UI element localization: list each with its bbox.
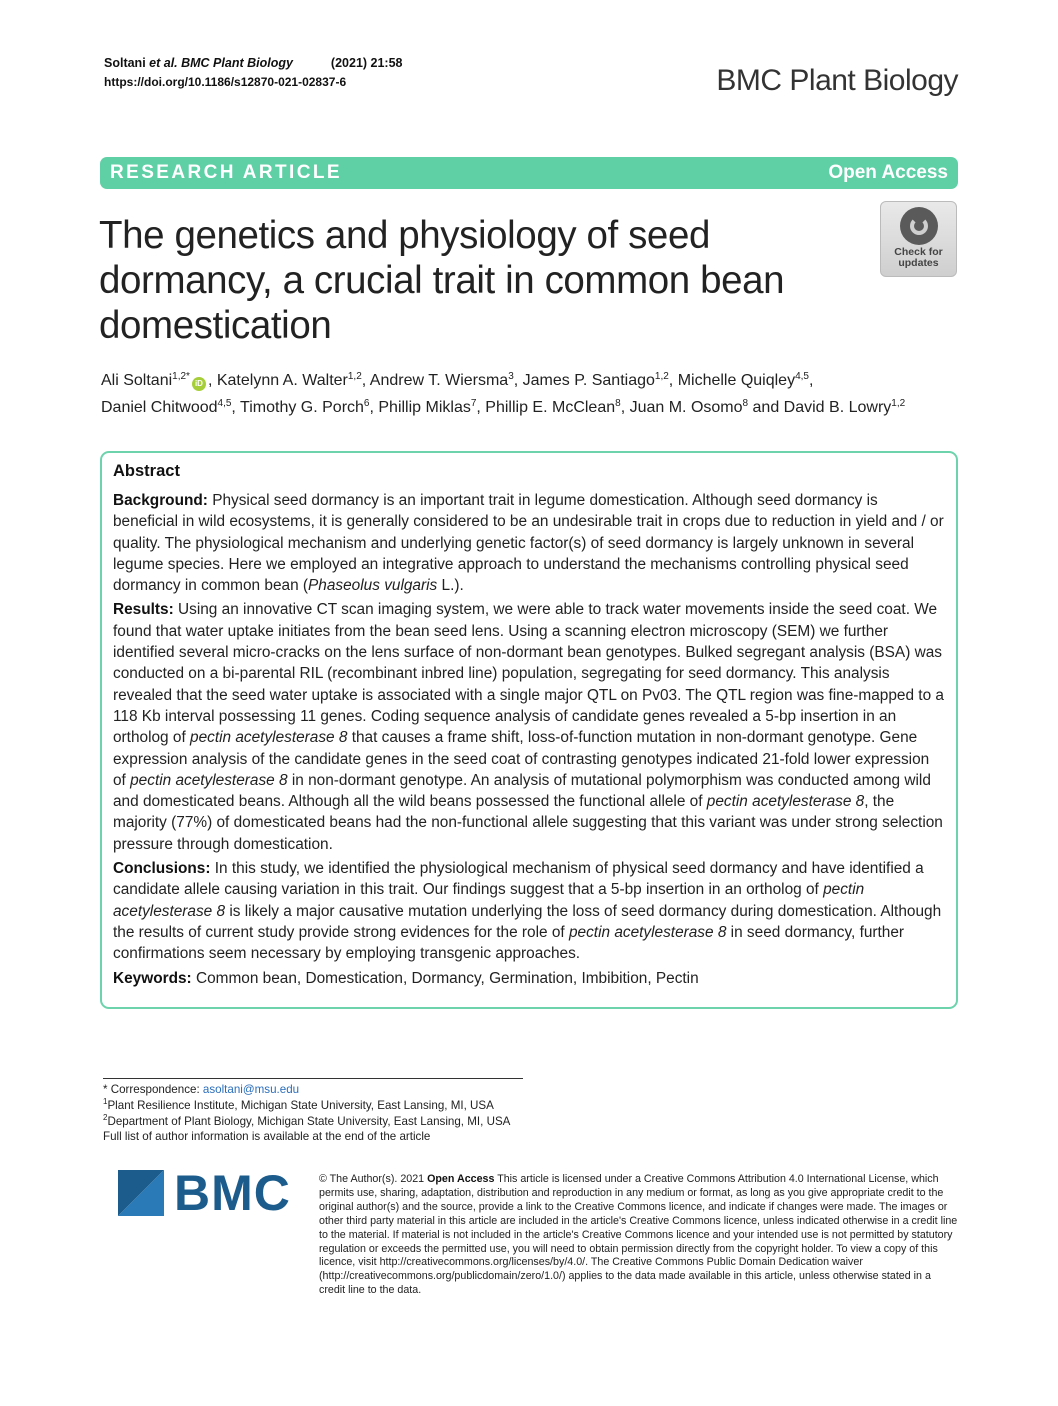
article-type-label: RESEARCH ARTICLE xyxy=(110,162,342,183)
author-affiliation-marker: 8 xyxy=(742,398,749,409)
journal-citation xyxy=(104,54,403,73)
abstract-heading: Abstract xyxy=(113,462,180,480)
author-list xyxy=(101,367,961,421)
author-name[interactable]: Michelle Quiqley xyxy=(677,372,796,389)
paper-title: The genetics and physiology of seed dormancy, a crucial trait in common bean domestication xyxy=(99,214,785,347)
author-separator: , xyxy=(808,372,814,389)
gene-name: pectin acetylesterase 8 xyxy=(568,923,727,941)
check-for-updates-button[interactable] xyxy=(880,201,957,277)
author-name[interactable]: Katelynn A. Walter xyxy=(216,372,348,389)
author-affiliation-marker: 1,2 xyxy=(347,371,362,382)
crossmark-icon xyxy=(900,207,938,245)
keywords-label: Keywords: xyxy=(113,969,192,987)
crossmark-label: Check for updates xyxy=(894,246,943,269)
results-label: Results: xyxy=(113,601,174,619)
bmc-logo-mark-icon xyxy=(118,1170,164,1216)
affiliation-2: $^2$Department of Plant Biology, Michigan State University, East Lansing, MI, USA xyxy=(103,1112,511,1128)
gene-name: pectin acetylesterase 8 xyxy=(706,793,865,811)
citation-authors: Soltani xyxy=(104,56,150,70)
citation-year-volume: (2021) 21:58 xyxy=(330,56,403,70)
author-name[interactable]: Juan M. Osomo xyxy=(629,399,743,416)
author-separator: and xyxy=(748,399,784,416)
author-separator: , xyxy=(369,399,379,416)
author-separator: , xyxy=(476,399,486,416)
author-info-note: Full list of author information is available at the end of the article xyxy=(103,1130,431,1144)
species-name: Phaseolus vulgaris xyxy=(308,577,438,595)
gene-name: pectin acetylesterase 8 xyxy=(190,729,348,747)
affiliation-1: $^1$Plant Resilience Institute, Michigan State University, East Lansing, MI, USA xyxy=(103,1096,494,1112)
author-separator: , xyxy=(231,399,241,416)
correspondence-email[interactable]: asoltani@msu.edu xyxy=(202,1083,300,1096)
gene-name: pectin acetylesterase 8 xyxy=(130,771,288,789)
author-name[interactable]: Phillip E. McClean xyxy=(485,399,616,416)
author-affiliation-marker: 1,2* xyxy=(172,371,190,382)
bmc-logo xyxy=(118,1165,291,1221)
author-name[interactable]: Phillip Miklas xyxy=(378,399,471,416)
background-label: Background: xyxy=(113,492,208,509)
author-affiliation-marker: 7 xyxy=(470,398,477,409)
author-separator: , xyxy=(668,372,678,389)
gene-name: pectin acetylesterase 8 xyxy=(113,881,865,920)
article-type-bar xyxy=(100,157,958,189)
author-affiliation-marker: 1,2 xyxy=(654,371,669,382)
author-separator: , xyxy=(207,372,217,389)
author-name[interactable]: Daniel Chitwood xyxy=(101,399,218,416)
open-access-label: Open Access xyxy=(828,162,948,183)
citation-journal: et al. BMC Plant Biology xyxy=(149,56,293,70)
conclusions-label: Conclusions: xyxy=(113,860,211,878)
doi-link[interactable]: https://doi.org/10.1186/s12870-021-02837-6 xyxy=(104,75,347,89)
author-name[interactable]: James P. Santiago xyxy=(522,372,655,389)
running-head xyxy=(104,54,403,92)
abstract-results: Results: Using an innovative CT scan imaging system, we were able to track water movements inside the seed coat. We found that water uptake initiates from the bean seed lens. Using a scanning electron microscopy (SEM) we further identified several micro-cracks on the lens surface of non-dormant bean genotypes. Bulked segregant analysis (BSA) was conducted on a bi-parental RIL (recombinant inbred line) population, segregating for seed dormancy. This analysis revealed that the seed water uptake is associated with a single major QTL on Pv03. The QTL region was fine-mapped to a 118 Kb interval possessing 11 genes. Coding sequence analysis of candidate genes revealed a 5-bp insertion in an ortholog of pectin acetylesterase 8 that causes a frame shift, loss-of-function mutation in non-dormant genotype. Gene expression analysis of the candidate genes in the seed coat of contrasting genotypes indicated 21-fold lower expression of pectin acetylesterase 8 in non-dormant genotype. An analysis of mutational polymorphism was conducted among wild and domesticated beans. Although all the wild beans possessed the functional allele of pectin acetylesterase 8, the majority (77%) of domesticated beans had the non-functional allele suggesting that this variant was under strong selection pressure through domestication. xyxy=(113,601,944,853)
footnotes xyxy=(103,1078,523,1145)
author-affiliation-marker: 3 xyxy=(508,371,514,382)
orcid-icon[interactable]: iD xyxy=(192,377,206,391)
author-name[interactable]: Andrew T. Wiersma xyxy=(369,372,509,389)
author-affiliation-marker: 4,5 xyxy=(217,398,232,409)
author-affiliation-marker: 4,5 xyxy=(795,371,809,382)
author-separator: , xyxy=(513,372,523,389)
abstract-box xyxy=(100,451,958,1009)
author-affiliation-marker: 6 xyxy=(363,398,370,409)
author-separator: , xyxy=(620,399,630,416)
journal-title: BMC Plant Biology xyxy=(716,64,958,97)
author-separator: , xyxy=(361,372,370,389)
bmc-logo-wordmark: BMC xyxy=(174,1165,291,1221)
abstract-background: Background: Physical seed dormancy is an important trait in legume domestication. Although seed dormancy is beneficial in wild ecosystems, it is generally considered to be an undesirable trait in crops due to reduction in yield and / or quality. The physiological mechanism and underlying genetic factor(s) of seed dormancy is largely unknown in several legume species. Here we employed an integrative approach to understand the mechanisms controlling physical seed dormancy in common bean (Phaseolus vulgaris L.). xyxy=(113,492,944,595)
abstract-keywords: Keywords: Common bean, Domestication, Dormancy, Germination, Imbibition, Pectin xyxy=(113,969,699,987)
author-affiliation-marker: 1,2 xyxy=(891,398,906,409)
abstract-conclusions: Conclusions: In this study, we identified the physiological mechanism of physical seed dormancy and have identified a candidate allele causing variation in this trait. Our findings suggest that a 5-bp insertion in an ortholog of pectin acetylesterase 8 is likely a major causative mutation underlying the loss of seed dormancy during domestication. Although the results of current study provide strong evidences for the role of pectin acetylesterase 8 in seed dormancy, further confirmations seem necessary by employing transgenic approaches. xyxy=(113,860,942,963)
license-statement: © The Author(s). 2021 Open Access This article is licensed under a Creative Commons Attribution 4.0 International License, which permits use, sharing, adaptation, distribution and reproduction in any medium or format, as long as you give appropriate credit to the original author(s) and the source, provide a link to the Creative Commons licence, and indicate if changes were made. The images or other third party material in this article are included in the article's Creative Commons licence, unless indicated otherwise in a credit line to the material. If material is not included in the article's Creative Commons licence and your intended use is not permitted by statutory regulation or exceeds the permitted use, you will need to obtain permission directly from the copyright holder. To view a copy of this licence, visit http://creativecommons.org/licenses/by/4.0/. The Creative Commons Public Domain Dedication waiver (http://creativecommons.org/publicdomain/zero/1.0/) applies to the data made available in this article, unless otherwise stated in a credit line to the data. xyxy=(319,1173,958,1297)
author-name[interactable]: Timothy G. Porch xyxy=(240,399,364,416)
correspondence: * Correspondence: asoltani@msu.edu xyxy=(103,1083,300,1096)
license-open-access: Open Access xyxy=(427,1173,495,1185)
author-affiliation-marker: 8 xyxy=(615,398,621,409)
author-name[interactable]: Ali Soltani xyxy=(101,372,173,389)
author-name[interactable]: David B. Lowry xyxy=(783,399,892,416)
